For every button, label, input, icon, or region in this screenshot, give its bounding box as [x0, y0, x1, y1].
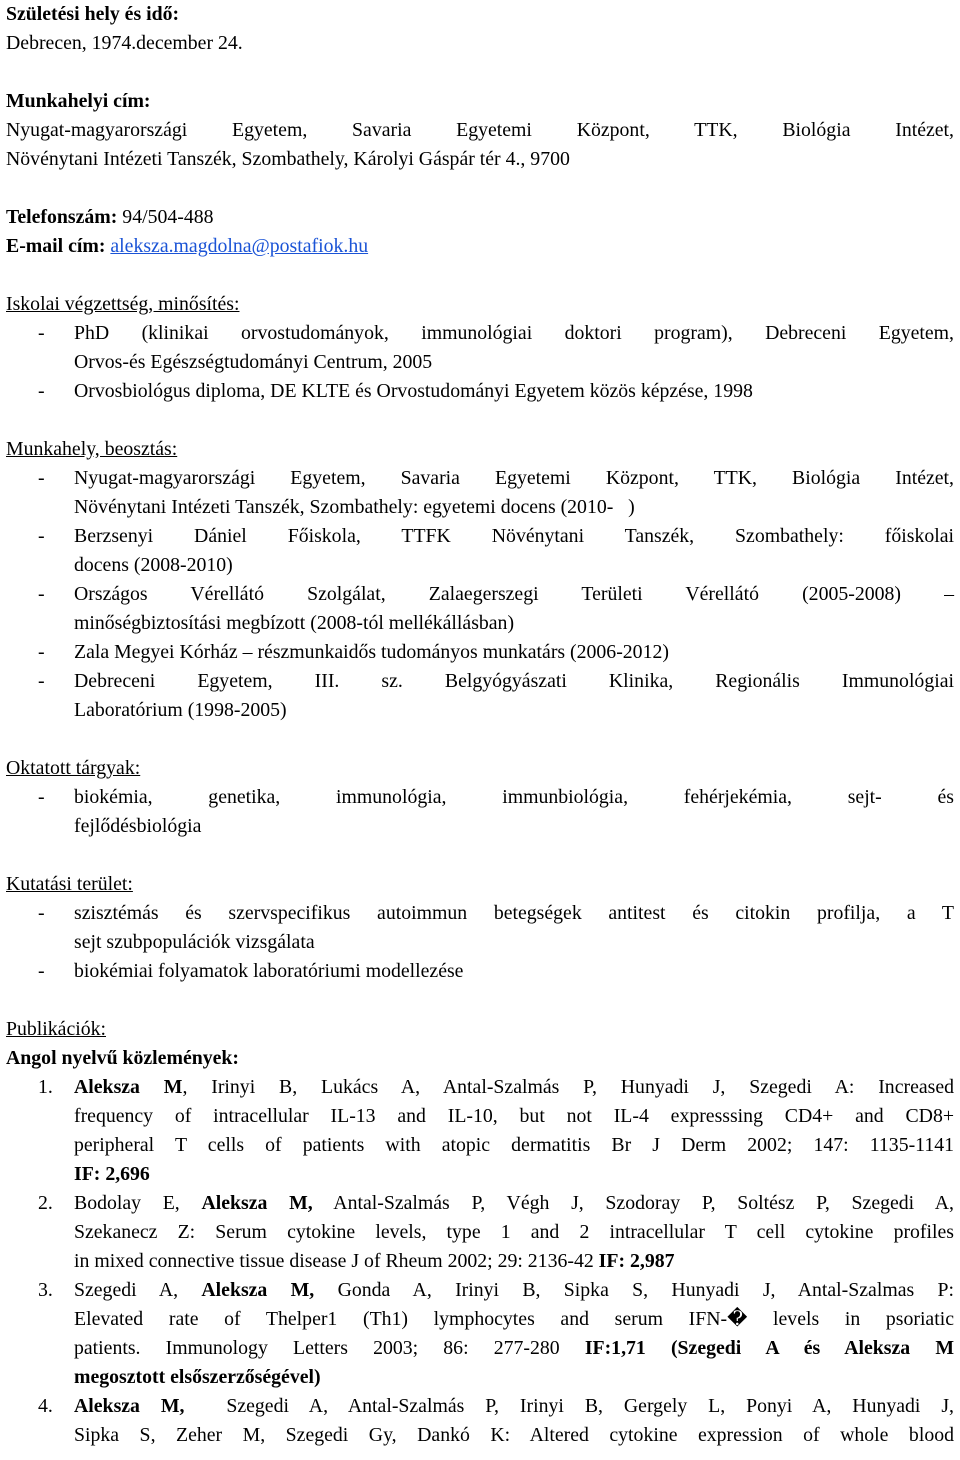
publication-1-line-2: frequency of intracellular IL-13 and IL-10, but not IL-4 expresssing CD4+ and CD8+ [74, 1105, 954, 1127]
impact-factor: IF: 2,696 [74, 1163, 150, 1185]
position-2-line-2: docens (2008-2010) [74, 554, 233, 576]
publication-2-line-1 [74, 1189, 954, 1218]
birth-label: Születési hely és idő: [6, 3, 180, 25]
dash-bullet: - [38, 670, 45, 692]
publication-number: 4. [38, 1395, 53, 1417]
shared-authorship-note: megosztott elsőszerzőségével) [74, 1366, 321, 1388]
position-1-line-1: Nyugat-magyarországi Egyetem, Savaria Egyetemi Központ, TTK, Biológia Intézet, [74, 467, 954, 489]
publication-text: Bodolay E, [74, 1192, 202, 1214]
publication-4-line-2: Sipka S, Zeher M, Szegedi Gy, Dankó K: Altered cytokine expression of whole blood [74, 1424, 954, 1446]
publication-number: 1. [38, 1076, 53, 1098]
subjects-line-1: biokémia, genetika, immunológia, immunbiológia, fehérjekémia, sejt- és [74, 786, 954, 808]
phone-value: 94/504-488 [117, 206, 214, 228]
spacer [6, 58, 954, 87]
spacer [6, 174, 954, 203]
research-1-line-2: sejt szubpopulációk vizsgálata [74, 931, 315, 953]
dash-bullet: - [38, 525, 45, 547]
position-1-line-2: Növénytani Intézeti Tanszék, Szombathely: egyetemi docens (2010- ) [74, 496, 635, 518]
dash-bullet: - [38, 641, 45, 663]
publication-text: Antal-Szalmás P, Végh J, Szodoray P, Soltész P, Szegedi A, [312, 1192, 954, 1214]
workplace-address-line-1: Nyugat-magyarországi Egyetem, Savaria Egyetemi Központ, TTK, Biológia Intézet, [6, 119, 954, 141]
position-3-line-2: minőségbiztosítási megbízott (2008-tól mellékállásban) [74, 612, 515, 634]
impact-factor: IF:1,71 (Szegedi A és Aleksza M [584, 1337, 954, 1359]
list-item [6, 638, 954, 667]
publication-1-line-3: peripheral T cells of patients with atopic dermatitis Br J Derm 2002; 147: 1135-1141 [74, 1134, 954, 1156]
position-3-line-1: Országos Vérellátó Szolgálat, Zalaegerszegi Területi Vérellátó (2005-2008) – [74, 583, 954, 605]
dash-bullet: - [38, 960, 45, 982]
positions-heading: Munkahely, beosztás: [6, 438, 178, 460]
publication-text: Szegedi A, Antal-Szalmás P, Irinyi B, Gergely L, Ponyi A, Hunyadi J, [184, 1395, 954, 1417]
research-1-line-1: szisztémás és szervspecifikus autoimmun betegségek antitest és citokin profilja, a T [74, 902, 954, 924]
publication-text: patients. Immunology Letters 2003; 86: 277-280 [74, 1337, 585, 1359]
spacer [6, 406, 954, 435]
education-heading: Iskolai végzettség, minősítés: [6, 293, 240, 315]
dash-bullet: - [38, 322, 45, 344]
list-item [6, 464, 954, 522]
publication-3-line-3 [74, 1334, 954, 1363]
publication-text: , Irinyi B, Lukács A, Antal-Szalmás P, Hunyadi J, Szegedi A: Increased [182, 1076, 954, 1098]
education-item-1-line-2: Orvos-és Egészségtudományi Centrum, 2005 [74, 351, 433, 373]
publication-1-line-1 [74, 1073, 954, 1102]
publication-text: Gonda A, Irinyi B, Sipka S, Hunyadi J, Antal-Szalmas P: [314, 1279, 954, 1301]
publication-item [6, 1189, 954, 1276]
dash-bullet: - [38, 583, 45, 605]
list-item [6, 957, 954, 986]
publication-2-line-3 [74, 1247, 954, 1276]
spacer [6, 725, 954, 754]
author-highlight: Aleksza M, [201, 1279, 315, 1301]
position-2-line-1: Berzsenyi Dániel Főiskola, TTFK Növénytani Tanszék, Szombathely: főiskolai [74, 525, 954, 547]
author-highlight: Aleksza M [74, 1076, 183, 1098]
email-label: E-mail cím: [6, 235, 106, 257]
dash-bullet: - [38, 902, 45, 924]
position-5-line-1: Debreceni Egyetem, III. sz. Belgyógyászati Klinika, Regionális Immunológiai [74, 670, 954, 692]
publication-3-line-1 [74, 1276, 954, 1305]
workplace-address-line-2: Növénytani Intézeti Tanszék, Szombathely, Károlyi Gáspár tér 4., 9700 [6, 148, 570, 170]
education-item-2-line-1: Orvosbiológus diploma, DE KLTE és Orvostudományi Egyetem közös képzése, 1998 [74, 380, 753, 402]
list-item [6, 783, 954, 841]
impact-factor: IF: 2,987 [598, 1250, 675, 1272]
research-2-line-1: biokémiai folyamatok laboratóriumi modellezése [74, 960, 464, 982]
list-item [6, 899, 954, 957]
publication-item [6, 1392, 954, 1450]
spacer [6, 261, 954, 290]
education-item-1-line-1: PhD (klinikai orvostudományok, immunológiai doktori program), Debreceni Egyetem, [74, 322, 954, 344]
position-4-line-1: Zala Megyei Kórház – részmunkaidős tudományos munkatárs (2006-2012) [74, 641, 669, 663]
publication-number: 2. [38, 1192, 53, 1214]
publication-text: in mixed connective tissue disease J of Rheum 2002; 29: 2136-42 [74, 1250, 599, 1272]
publication-3-line-2: Elevated rate of Thelper1 (Th1) lymphocytes and serum IFN-� levels in psoriatic [74, 1308, 954, 1330]
publication-item [6, 1276, 954, 1392]
research-heading: Kutatási terület: [6, 873, 133, 895]
publication-number: 3. [38, 1279, 53, 1301]
list-item [6, 522, 954, 580]
author-highlight: Aleksza M, [74, 1395, 185, 1417]
list-item [6, 667, 954, 725]
list-item [6, 319, 954, 377]
list-item [6, 580, 954, 638]
spacer [6, 986, 954, 1015]
dash-bullet: - [38, 786, 45, 808]
dash-bullet: - [38, 380, 45, 402]
email-row [6, 232, 954, 261]
list-item [6, 377, 954, 406]
publication-2-line-2: Szekanecz Z: Serum cytokine levels, type 1 and 2 intracellular T cell cytokine profiles [74, 1221, 954, 1243]
dash-bullet: - [38, 467, 45, 489]
publications-heading: Publikációk: [6, 1018, 106, 1040]
phone-label: Telefonszám: [6, 206, 118, 228]
publication-4-line-1 [74, 1392, 954, 1421]
publication-text: Szegedi A, [74, 1279, 202, 1301]
publication-item [6, 1073, 954, 1189]
workplace-address-label: Munkahelyi cím: [6, 90, 151, 112]
publications-subheading: Angol nyelvű közlemények: [6, 1047, 239, 1069]
position-5-line-2: Laboratórium (1998-2005) [74, 699, 287, 721]
author-highlight: Aleksza M, [201, 1192, 313, 1214]
spacer [6, 841, 954, 870]
birth-value: Debrecen, 1974.december 24. [6, 32, 243, 54]
phone-row [6, 203, 954, 232]
email-link[interactable]: aleksza.magdolna@postafiok.hu [110, 235, 369, 257]
subjects-heading: Oktatott tárgyak: [6, 757, 141, 779]
subjects-line-2: fejlődésbiológia [74, 815, 202, 837]
